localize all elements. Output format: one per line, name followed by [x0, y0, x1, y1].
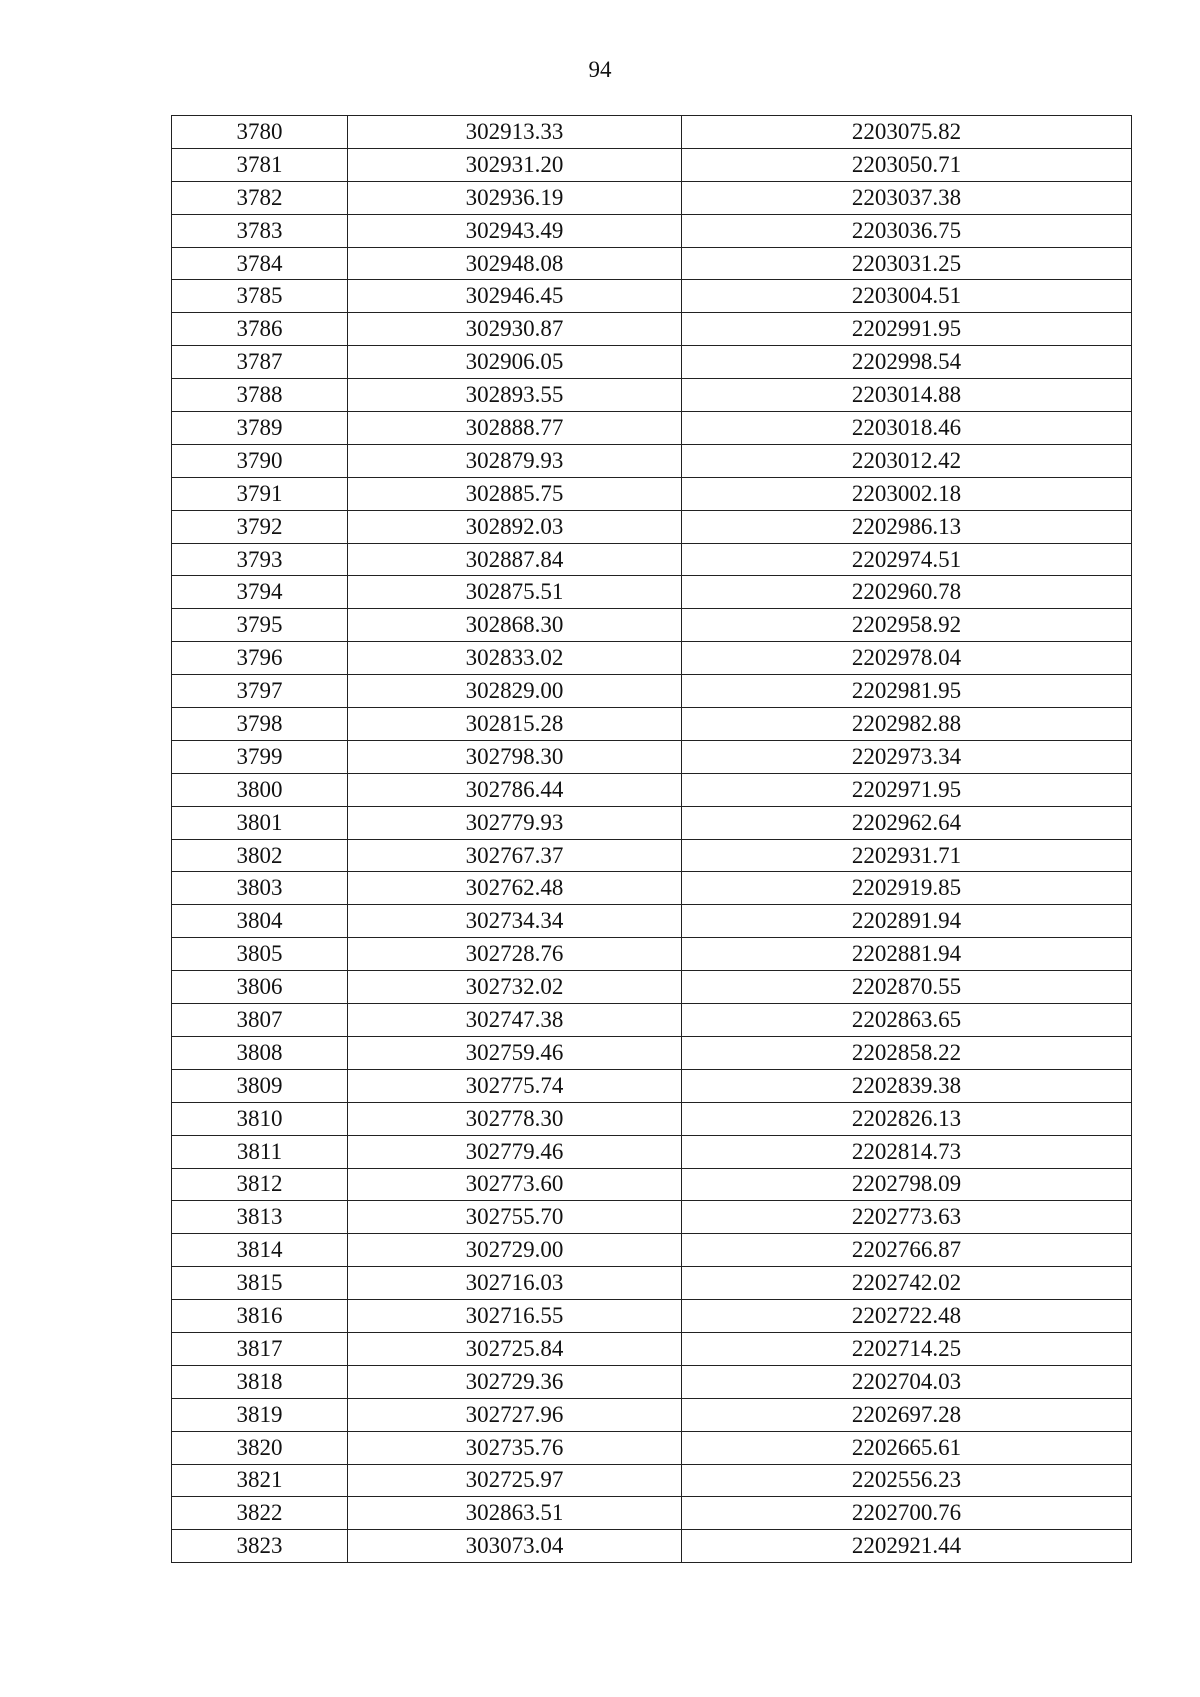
- table-row: [172, 1497, 1132, 1530]
- point-number-cell: 3808: [172, 1036, 348, 1069]
- y-coordinate-cell: 2202998.54: [682, 346, 1132, 379]
- x-coordinate-cell: 302948.08: [348, 247, 682, 280]
- y-coordinate-cell: 2202881.94: [682, 938, 1132, 971]
- y-coordinate-cell: 2203031.25: [682, 247, 1132, 280]
- x-coordinate-cell: 302729.36: [348, 1365, 682, 1398]
- point-number-cell: 3798: [172, 708, 348, 741]
- table-row: [172, 1431, 1132, 1464]
- table-row: [172, 1168, 1132, 1201]
- y-coordinate-cell: 2203018.46: [682, 412, 1132, 445]
- y-coordinate-cell: 2203012.42: [682, 444, 1132, 477]
- point-number-cell: 3813: [172, 1201, 348, 1234]
- table-row: [172, 247, 1132, 280]
- y-coordinate-cell: 2203002.18: [682, 477, 1132, 510]
- x-coordinate-cell: 302893.55: [348, 379, 682, 412]
- point-number-cell: 3793: [172, 543, 348, 576]
- table-row: [172, 1530, 1132, 1563]
- y-coordinate-cell: 2202891.94: [682, 905, 1132, 938]
- table-row: [172, 773, 1132, 806]
- x-coordinate-cell: 302863.51: [348, 1497, 682, 1530]
- y-coordinate-cell: 2202665.61: [682, 1431, 1132, 1464]
- table-row: [172, 412, 1132, 445]
- point-number-cell: 3800: [172, 773, 348, 806]
- x-coordinate-cell: 302943.49: [348, 214, 682, 247]
- x-coordinate-cell: 302732.02: [348, 971, 682, 1004]
- x-coordinate-cell: 302946.45: [348, 280, 682, 313]
- x-coordinate-cell: 302729.00: [348, 1234, 682, 1267]
- y-coordinate-cell: 2202931.71: [682, 839, 1132, 872]
- point-number-cell: 3799: [172, 740, 348, 773]
- point-number-cell: 3797: [172, 675, 348, 708]
- x-coordinate-cell: 302875.51: [348, 576, 682, 609]
- table-row: [172, 1234, 1132, 1267]
- table-row: [172, 444, 1132, 477]
- x-coordinate-cell: 302747.38: [348, 1004, 682, 1037]
- table-row: [172, 1201, 1132, 1234]
- table-row: [172, 642, 1132, 675]
- point-number-cell: 3820: [172, 1431, 348, 1464]
- y-coordinate-cell: 2202982.88: [682, 708, 1132, 741]
- point-number-cell: 3814: [172, 1234, 348, 1267]
- coordinates-table-body: [172, 116, 1132, 1563]
- coordinates-table: [171, 115, 1132, 1563]
- x-coordinate-cell: 302829.00: [348, 675, 682, 708]
- y-coordinate-cell: 2202826.13: [682, 1102, 1132, 1135]
- x-coordinate-cell: 303073.04: [348, 1530, 682, 1563]
- x-coordinate-cell: 302815.28: [348, 708, 682, 741]
- point-number-cell: 3795: [172, 609, 348, 642]
- x-coordinate-cell: 302868.30: [348, 609, 682, 642]
- x-coordinate-cell: 302725.97: [348, 1464, 682, 1497]
- y-coordinate-cell: 2203004.51: [682, 280, 1132, 313]
- y-coordinate-cell: 2202986.13: [682, 510, 1132, 543]
- y-coordinate-cell: 2202991.95: [682, 313, 1132, 346]
- x-coordinate-cell: 302727.96: [348, 1398, 682, 1431]
- table-row: [172, 116, 1132, 149]
- table-row: [172, 971, 1132, 1004]
- y-coordinate-cell: 2202766.87: [682, 1234, 1132, 1267]
- table-row: [172, 1267, 1132, 1300]
- point-number-cell: 3806: [172, 971, 348, 1004]
- table-row: [172, 708, 1132, 741]
- table-row: [172, 313, 1132, 346]
- table-row: [172, 839, 1132, 872]
- table-row: [172, 346, 1132, 379]
- x-coordinate-cell: 302778.30: [348, 1102, 682, 1135]
- y-coordinate-cell: 2202839.38: [682, 1069, 1132, 1102]
- point-number-cell: 3794: [172, 576, 348, 609]
- point-number-cell: 3821: [172, 1464, 348, 1497]
- table-row: [172, 1300, 1132, 1333]
- x-coordinate-cell: 302735.76: [348, 1431, 682, 1464]
- point-number-cell: 3818: [172, 1365, 348, 1398]
- point-number-cell: 3802: [172, 839, 348, 872]
- y-coordinate-cell: 2203036.75: [682, 214, 1132, 247]
- table-row: [172, 280, 1132, 313]
- x-coordinate-cell: 302887.84: [348, 543, 682, 576]
- x-coordinate-cell: 302892.03: [348, 510, 682, 543]
- point-number-cell: 3811: [172, 1135, 348, 1168]
- point-number-cell: 3784: [172, 247, 348, 280]
- point-number-cell: 3791: [172, 477, 348, 510]
- x-coordinate-cell: 302775.74: [348, 1069, 682, 1102]
- y-coordinate-cell: 2203037.38: [682, 181, 1132, 214]
- point-number-cell: 3788: [172, 379, 348, 412]
- x-coordinate-cell: 302767.37: [348, 839, 682, 872]
- table-row: [172, 181, 1132, 214]
- y-coordinate-cell: 2203075.82: [682, 116, 1132, 149]
- table-row: [172, 1464, 1132, 1497]
- y-coordinate-cell: 2202863.65: [682, 1004, 1132, 1037]
- y-coordinate-cell: 2202973.34: [682, 740, 1132, 773]
- y-coordinate-cell: 2202704.03: [682, 1365, 1132, 1398]
- table-row: [172, 510, 1132, 543]
- point-number-cell: 3810: [172, 1102, 348, 1135]
- point-number-cell: 3781: [172, 148, 348, 181]
- table-row: [172, 740, 1132, 773]
- x-coordinate-cell: 302786.44: [348, 773, 682, 806]
- table-row: [172, 1069, 1132, 1102]
- y-coordinate-cell: 2202960.78: [682, 576, 1132, 609]
- x-coordinate-cell: 302759.46: [348, 1036, 682, 1069]
- table-row: [172, 1332, 1132, 1365]
- x-coordinate-cell: 302885.75: [348, 477, 682, 510]
- table-row: [172, 905, 1132, 938]
- point-number-cell: 3815: [172, 1267, 348, 1300]
- x-coordinate-cell: 302906.05: [348, 346, 682, 379]
- table-row: [172, 1135, 1132, 1168]
- point-number-cell: 3790: [172, 444, 348, 477]
- y-coordinate-cell: 2202978.04: [682, 642, 1132, 675]
- y-coordinate-cell: 2202919.85: [682, 872, 1132, 905]
- x-coordinate-cell: 302936.19: [348, 181, 682, 214]
- y-coordinate-cell: 2202773.63: [682, 1201, 1132, 1234]
- table-row: [172, 477, 1132, 510]
- x-coordinate-cell: 302755.70: [348, 1201, 682, 1234]
- x-coordinate-cell: 302931.20: [348, 148, 682, 181]
- point-number-cell: 3822: [172, 1497, 348, 1530]
- y-coordinate-cell: 2202921.44: [682, 1530, 1132, 1563]
- y-coordinate-cell: 2202958.92: [682, 609, 1132, 642]
- table-row: [172, 214, 1132, 247]
- y-coordinate-cell: 2202556.23: [682, 1464, 1132, 1497]
- x-coordinate-cell: 302833.02: [348, 642, 682, 675]
- point-number-cell: 3796: [172, 642, 348, 675]
- point-number-cell: 3785: [172, 280, 348, 313]
- x-coordinate-cell: 302716.55: [348, 1300, 682, 1333]
- y-coordinate-cell: 2202858.22: [682, 1036, 1132, 1069]
- x-coordinate-cell: 302779.93: [348, 806, 682, 839]
- x-coordinate-cell: 302930.87: [348, 313, 682, 346]
- y-coordinate-cell: 2202981.95: [682, 675, 1132, 708]
- point-number-cell: 3801: [172, 806, 348, 839]
- table-row: [172, 379, 1132, 412]
- x-coordinate-cell: 302734.34: [348, 905, 682, 938]
- table-row: [172, 148, 1132, 181]
- table-row: [172, 1004, 1132, 1037]
- point-number-cell: 3783: [172, 214, 348, 247]
- point-number-cell: 3809: [172, 1069, 348, 1102]
- y-coordinate-cell: 2203014.88: [682, 379, 1132, 412]
- x-coordinate-cell: 302773.60: [348, 1168, 682, 1201]
- table-row: [172, 1102, 1132, 1135]
- x-coordinate-cell: 302888.77: [348, 412, 682, 445]
- table-row: [172, 576, 1132, 609]
- table-row: [172, 872, 1132, 905]
- y-coordinate-cell: 2202870.55: [682, 971, 1132, 1004]
- y-coordinate-cell: 2202798.09: [682, 1168, 1132, 1201]
- table-row: [172, 675, 1132, 708]
- point-number-cell: 3804: [172, 905, 348, 938]
- x-coordinate-cell: 302913.33: [348, 116, 682, 149]
- x-coordinate-cell: 302728.76: [348, 938, 682, 971]
- y-coordinate-cell: 2202971.95: [682, 773, 1132, 806]
- x-coordinate-cell: 302716.03: [348, 1267, 682, 1300]
- table-row: [172, 806, 1132, 839]
- table-row: [172, 609, 1132, 642]
- x-coordinate-cell: 302798.30: [348, 740, 682, 773]
- y-coordinate-cell: 2202814.73: [682, 1135, 1132, 1168]
- y-coordinate-cell: 2202722.48: [682, 1300, 1132, 1333]
- x-coordinate-cell: 302725.84: [348, 1332, 682, 1365]
- point-number-cell: 3812: [172, 1168, 348, 1201]
- y-coordinate-cell: 2202742.02: [682, 1267, 1132, 1300]
- point-number-cell: 3789: [172, 412, 348, 445]
- point-number-cell: 3787: [172, 346, 348, 379]
- point-number-cell: 3819: [172, 1398, 348, 1431]
- table-row: [172, 938, 1132, 971]
- y-coordinate-cell: 2202962.64: [682, 806, 1132, 839]
- x-coordinate-cell: 302779.46: [348, 1135, 682, 1168]
- table-row: [172, 1398, 1132, 1431]
- point-number-cell: 3786: [172, 313, 348, 346]
- y-coordinate-cell: 2202700.76: [682, 1497, 1132, 1530]
- point-number-cell: 3816: [172, 1300, 348, 1333]
- table-row: [172, 1036, 1132, 1069]
- point-number-cell: 3780: [172, 116, 348, 149]
- point-number-cell: 3807: [172, 1004, 348, 1037]
- y-coordinate-cell: 2202974.51: [682, 543, 1132, 576]
- page-number: 94: [588, 57, 612, 82]
- point-number-cell: 3817: [172, 1332, 348, 1365]
- x-coordinate-cell: 302762.48: [348, 872, 682, 905]
- y-coordinate-cell: 2203050.71: [682, 148, 1132, 181]
- point-number-cell: 3823: [172, 1530, 348, 1563]
- point-number-cell: 3792: [172, 510, 348, 543]
- y-coordinate-cell: 2202697.28: [682, 1398, 1132, 1431]
- y-coordinate-cell: 2202714.25: [682, 1332, 1132, 1365]
- x-coordinate-cell: 302879.93: [348, 444, 682, 477]
- table-row: [172, 543, 1132, 576]
- point-number-cell: 3805: [172, 938, 348, 971]
- table-row: [172, 1365, 1132, 1398]
- point-number-cell: 3782: [172, 181, 348, 214]
- point-number-cell: 3803: [172, 872, 348, 905]
